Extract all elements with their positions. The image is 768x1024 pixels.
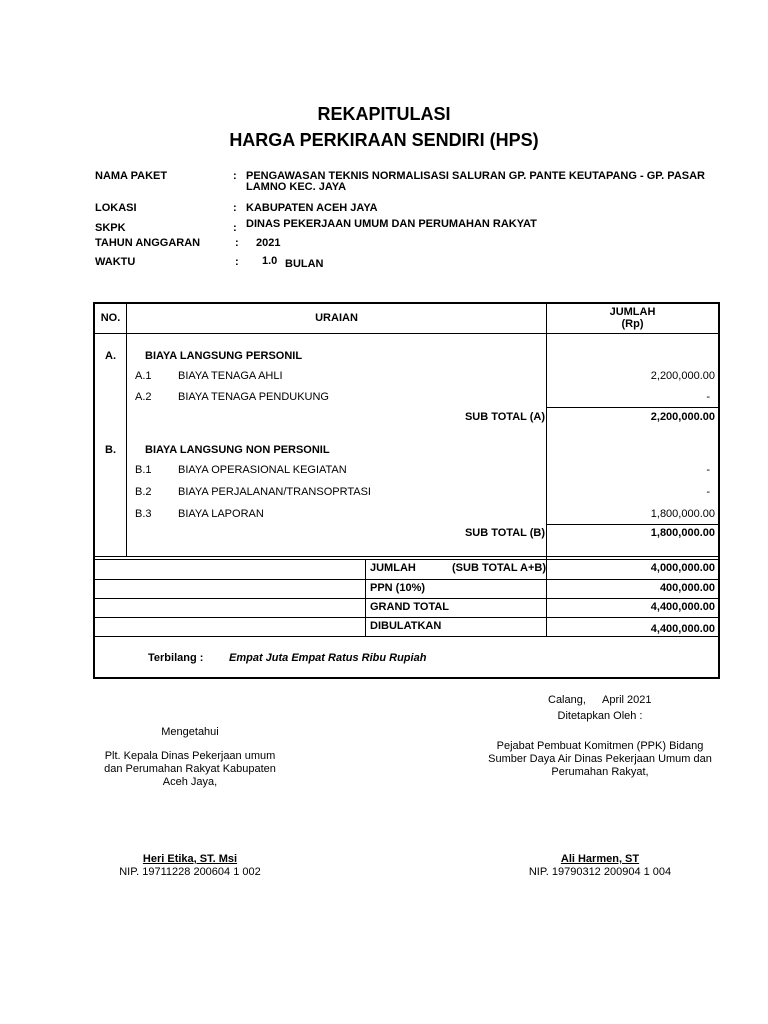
item-desc: BIAYA TENAGA AHLI xyxy=(178,370,283,382)
jumlah-value: 4,000,000.00 xyxy=(650,562,715,574)
right-role-line1: Pejabat Pembuat Komitmen (PPK) Bidang xyxy=(496,740,704,752)
waktu-unit: BULAN xyxy=(285,258,324,270)
ppn-value: 400,000.00 xyxy=(659,582,715,594)
item-amount: - xyxy=(706,391,710,403)
signature-date: April 2021 xyxy=(602,694,652,706)
item-code: B.3 xyxy=(135,508,152,520)
item-amount: - xyxy=(706,486,710,498)
section-b-title: BIAYA LANGSUNG NON PERSONIL xyxy=(145,444,330,456)
signature-place: Calang, xyxy=(548,694,586,706)
subtotal-a-label: SUB TOTAL (A) xyxy=(464,411,545,423)
document-title: REKAPITULASI xyxy=(317,104,451,124)
lokasi-label: LOKASI xyxy=(95,202,137,214)
item-desc: BIAYA PERJALANAN/TRANSOPRTASI xyxy=(178,486,371,498)
nama-paket-value-line2: LAMNO KEC. JAYA xyxy=(246,181,347,193)
lokasi-value: KABUPATEN ACEH JAYA xyxy=(246,202,378,214)
item-code: A.2 xyxy=(135,391,152,403)
ppn-label: PPN (10%) xyxy=(370,582,426,594)
item-code: B.2 xyxy=(135,486,152,498)
col-header-jumlah: JUMLAH xyxy=(609,306,656,318)
left-role-line3: Aceh Jaya, xyxy=(162,776,218,788)
terbilang-value: Empat Juta Empat Ratus Ribu Rupiah xyxy=(229,652,427,664)
subtotal-a-value: 2,200,000.00 xyxy=(650,411,715,423)
item-amount: 1,800,000.00 xyxy=(650,508,715,520)
item-desc: BIAYA OPERASIONAL KEGIATAN xyxy=(178,464,347,476)
item-code: A.1 xyxy=(135,370,152,382)
right-role-line2: Sumber Daya Air Dinas Pekerjaan Umum dan xyxy=(488,753,712,765)
document-subtitle: HARGA PERKIRAAN SENDIRI (HPS) xyxy=(229,130,539,150)
col-header-no: NO. xyxy=(100,312,121,324)
nama-paket-label: NAMA PAKET xyxy=(95,170,168,182)
colon: : xyxy=(233,222,237,234)
jumlah-label: JUMLAH xyxy=(370,562,416,574)
grand-total-value: 4,400,000.00 xyxy=(650,601,715,613)
skpk-label: SKPK xyxy=(95,222,126,234)
left-role-line1: Plt. Kepala Dinas Pekerjaan umum xyxy=(104,750,276,762)
waktu-value: 1.0 xyxy=(262,255,278,267)
tahun-anggaran-value: 2021 xyxy=(256,237,281,249)
skpk-value: DINAS PEKERJAAN UMUM DAN PERUMAHAN RAKYAT xyxy=(246,218,537,230)
left-signatory-nip: NIP. 19711228 200604 1 002 xyxy=(119,866,261,878)
colon: : xyxy=(235,256,239,268)
right-role-line3: Perumahan Rakyat, xyxy=(551,766,649,778)
terbilang-label: Terbilang : xyxy=(148,652,204,664)
subtotal-b-label: SUB TOTAL (B) xyxy=(464,527,545,539)
grand-total-label: GRAND TOTAL xyxy=(370,601,450,613)
left-role-line2: dan Perumahan Rakyat Kabupaten xyxy=(104,763,276,775)
colon: : xyxy=(233,202,237,214)
right-signatory-nip: NIP. 19790312 200904 1 004 xyxy=(528,866,672,878)
section-b-no: B. xyxy=(105,444,116,456)
waktu-label: WAKTU xyxy=(95,256,136,268)
left-signatory-name: Heri Etika, ST. Msi xyxy=(142,853,238,865)
col-header-rp: (Rp) xyxy=(621,318,644,330)
item-code: B.1 xyxy=(135,464,152,476)
colon: : xyxy=(235,237,239,249)
section-a-title: BIAYA LANGSUNG PERSONIL xyxy=(145,350,303,362)
dibulatkan-label: DIBULATKAN xyxy=(370,620,442,632)
tahun-anggaran-label: TAHUN ANGGARAN xyxy=(95,237,201,249)
nama-paket-value-line1: PENGAWASAN TEKNIS NORMALISASI SALURAN GP. PANTE KEUTAPANG - GP. PASAR xyxy=(246,170,705,182)
right-signatory-name: Ali Harmen, ST xyxy=(560,853,640,865)
section-a-no: A. xyxy=(105,350,116,362)
colon: : xyxy=(233,170,237,182)
item-desc: BIAYA TENAGA PENDUKUNG xyxy=(178,391,329,403)
ditetapkan-oleh: Ditetapkan Oleh : xyxy=(557,710,643,722)
item-desc: BIAYA LAPORAN xyxy=(178,508,264,520)
dibulatkan-value: 4,400,000.00 xyxy=(650,623,715,635)
item-amount: - xyxy=(706,464,710,476)
item-amount: 2,200,000.00 xyxy=(650,370,715,382)
jumlah-note: (SUB TOTAL A+B) xyxy=(452,562,547,574)
subtotal-b-value: 1,800,000.00 xyxy=(650,527,715,539)
mengetahui: Mengetahui xyxy=(161,726,219,738)
col-header-uraian: URAIAN xyxy=(315,312,358,324)
